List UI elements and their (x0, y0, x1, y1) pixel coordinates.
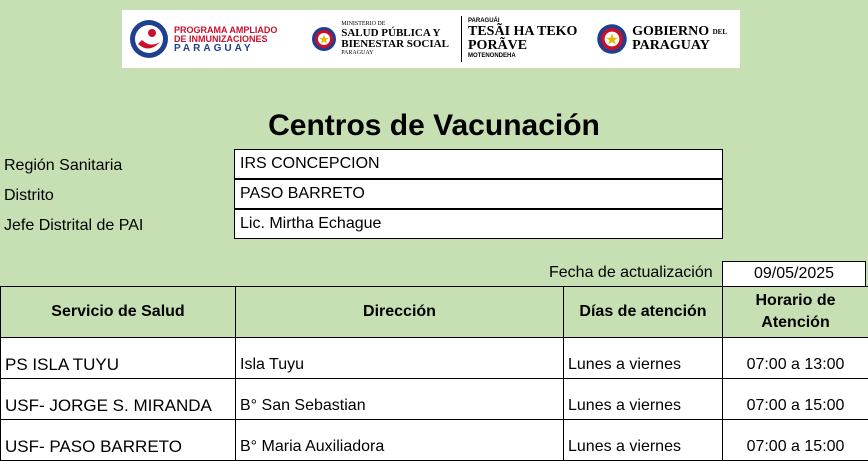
jefe-value: Lic. Mirtha Echague (234, 209, 723, 239)
ministerio-line2: BIENESTAR SOCIAL (341, 39, 449, 50)
pai-emblem-icon (128, 18, 170, 60)
fecha-value: 09/05/2025 (722, 261, 866, 287)
region-value: IRS CONCEPCION (234, 149, 723, 179)
pai-line3: PARAGUAY (174, 44, 277, 53)
distrito-label: Distrito (4, 181, 54, 211)
header-dias: Días de atención (564, 287, 723, 338)
ministerio-line1: SALUD PÚBLICA Y (341, 28, 449, 39)
gobierno-del: DEL (713, 28, 727, 36)
tesai-top: PARAGUÁI (468, 18, 577, 25)
pai-logo (128, 10, 311, 68)
seal-icon (311, 26, 337, 52)
gobierno-line1: GOBIERNO (632, 24, 709, 39)
direccion-cell: B° San Sebastian (236, 379, 564, 420)
centros-table (0, 286, 868, 461)
tesai-logo (462, 10, 596, 68)
header-servicio: Servicio de Salud (1, 287, 236, 338)
servicio-cell: USF- JORGE S. MIRANDA (1, 379, 236, 420)
direccion-cell: Isla Tuyu (236, 338, 564, 379)
tesai-line2: PORÃVE (468, 39, 577, 53)
distrito-value: PASO BARRETO (234, 179, 723, 209)
horario-cell: 07:00 a 13:00 (723, 338, 868, 379)
pai-line2: DE INMUNIZACIONES (174, 35, 277, 44)
dias-cell: Lunes a viernes (564, 420, 723, 461)
horario-cell: 07:00 a 15:00 (723, 379, 868, 420)
region-label: Región Sanitaria (4, 151, 122, 181)
servicio-cell: PS ISLA TUYU (1, 338, 236, 379)
header-banner (122, 10, 740, 68)
table-row (1, 420, 868, 461)
direccion-cell: B° Maria Auxiliadora (236, 420, 564, 461)
gobierno-logo (596, 10, 734, 68)
table-header-row (1, 287, 868, 338)
table-row (1, 379, 868, 420)
fecha-label: Fecha de actualización (549, 260, 713, 286)
dias-cell: Lunes a viernes (564, 338, 723, 379)
ministerio-logo (311, 16, 462, 62)
pai-line1: PROGRAMA AMPLIADO (174, 26, 277, 35)
tesai-line1: TESÃI HA TEKO (468, 25, 577, 39)
gobierno-line2: PARAGUAY (632, 39, 727, 53)
header-horario: Horario de Atención (723, 287, 868, 338)
table-row (1, 338, 868, 379)
page-title: Centros de Vacunación (0, 104, 868, 148)
ministerio-top: MINISTERIO DE (341, 21, 449, 28)
jefe-label: Jefe Distrital de PAI (4, 211, 143, 241)
dias-cell: Lunes a viernes (564, 379, 723, 420)
seal-icon (596, 23, 628, 55)
horario-cell: 07:00 a 15:00 (723, 420, 868, 461)
ministerio-bottom: PARAGUAY (341, 50, 449, 57)
header-direccion: Dirección (236, 287, 564, 338)
tesai-bottom: MOTENONDEHA (468, 53, 577, 60)
servicio-cell: USF- PASO BARRETO (1, 420, 236, 461)
